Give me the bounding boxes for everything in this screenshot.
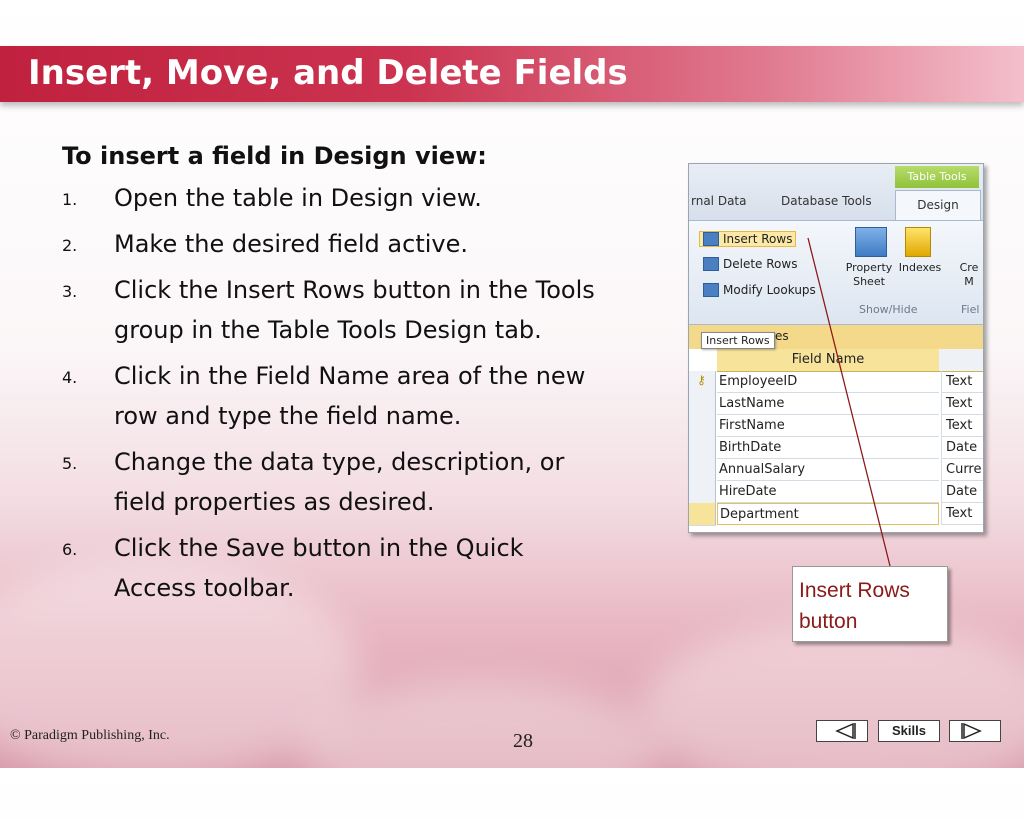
- data-type-cell[interactable]: Date: [941, 481, 983, 503]
- copyright-text: © Paradigm Publishing, Inc.: [10, 728, 170, 743]
- callout-line-1: Insert Rows: [799, 579, 910, 602]
- step-number: 3.: [62, 282, 78, 301]
- field-group-label: Fiel: [961, 303, 980, 316]
- insert-rows-label: Insert Rows: [723, 232, 793, 246]
- field-name-cell[interactable]: FirstName: [717, 415, 939, 437]
- slide-title: Insert, Move, and Delete Fields: [28, 53, 628, 93]
- primary-key-icon[interactable]: ⚷: [689, 371, 716, 394]
- skills-button[interactable]: Skills: [878, 720, 940, 742]
- step-text: Click the Insert Rows button in the Tools group in the Table Tools Design tab.: [114, 276, 595, 344]
- table-tab[interactable]: es: [775, 329, 789, 343]
- table-tools-header: Table Tools: [895, 166, 979, 188]
- insert-rows-tooltip: Insert Rows: [701, 332, 775, 349]
- step-text: Change the data type, description, or field properties as desired.: [114, 448, 565, 516]
- property-sheet-button[interactable]: Property Sheet: [845, 261, 893, 288]
- previous-button[interactable]: [816, 720, 868, 742]
- data-type-cell[interactable]: Date: [941, 437, 983, 459]
- show-hide-group-label: Show/Hide: [859, 303, 918, 316]
- data-type-cell[interactable]: Text: [941, 371, 983, 393]
- step-number: 2.: [62, 236, 78, 255]
- data-type-cell[interactable]: Text: [941, 503, 983, 525]
- create-macro-button[interactable]: Cre M: [959, 261, 979, 288]
- indexes-button[interactable]: Indexes: [898, 261, 942, 274]
- step-text: Click the Save button in the Quick Access toolbar.: [114, 534, 524, 602]
- next-button[interactable]: [949, 720, 1001, 742]
- field-name-header: Field Name: [717, 349, 939, 372]
- step-text: Open the table in Design view.: [114, 184, 482, 212]
- page-number: 28: [513, 730, 533, 752]
- tab-external-data[interactable]: rnal Data: [691, 194, 747, 208]
- delete-rows-label: Delete Rows: [723, 257, 798, 271]
- tab-design[interactable]: Design: [895, 190, 981, 221]
- step-number: 1.: [62, 190, 78, 209]
- data-type-cell[interactable]: Text: [941, 393, 983, 415]
- steps-heading: To insert a field in Design view:: [62, 142, 487, 170]
- data-type-cell[interactable]: Text: [941, 415, 983, 437]
- step-number: 6.: [62, 540, 78, 559]
- step-text: Make the desired field active.: [114, 230, 468, 258]
- step-number: 4.: [62, 368, 78, 387]
- callout-line-2: button: [799, 610, 858, 633]
- callout-line: [808, 238, 890, 566]
- data-type-cell[interactable]: Curre: [941, 459, 983, 481]
- field-name-cell-active[interactable]: Department: [717, 503, 939, 525]
- left-arrow-icon: [817, 721, 867, 741]
- slide-navigation: [816, 720, 1001, 744]
- tab-database-tools[interactable]: Database Tools: [781, 194, 872, 208]
- callout-box: [792, 566, 948, 642]
- right-arrow-icon: [950, 721, 1000, 741]
- field-name-cell[interactable]: AnnualSalary: [717, 459, 939, 481]
- modify-lookups-label: Modify Lookups: [723, 283, 816, 297]
- step-number: 5.: [62, 454, 78, 473]
- callout-text: [799, 575, 910, 637]
- step-text: Click in the Field Name area of the new row and type the field name.: [114, 362, 586, 430]
- field-name-cell[interactable]: BirthDate: [717, 437, 939, 459]
- field-name-cell[interactable]: EmployeeID: [717, 371, 939, 393]
- field-name-cell[interactable]: HireDate: [717, 481, 939, 503]
- field-name-cell[interactable]: LastName: [717, 393, 939, 415]
